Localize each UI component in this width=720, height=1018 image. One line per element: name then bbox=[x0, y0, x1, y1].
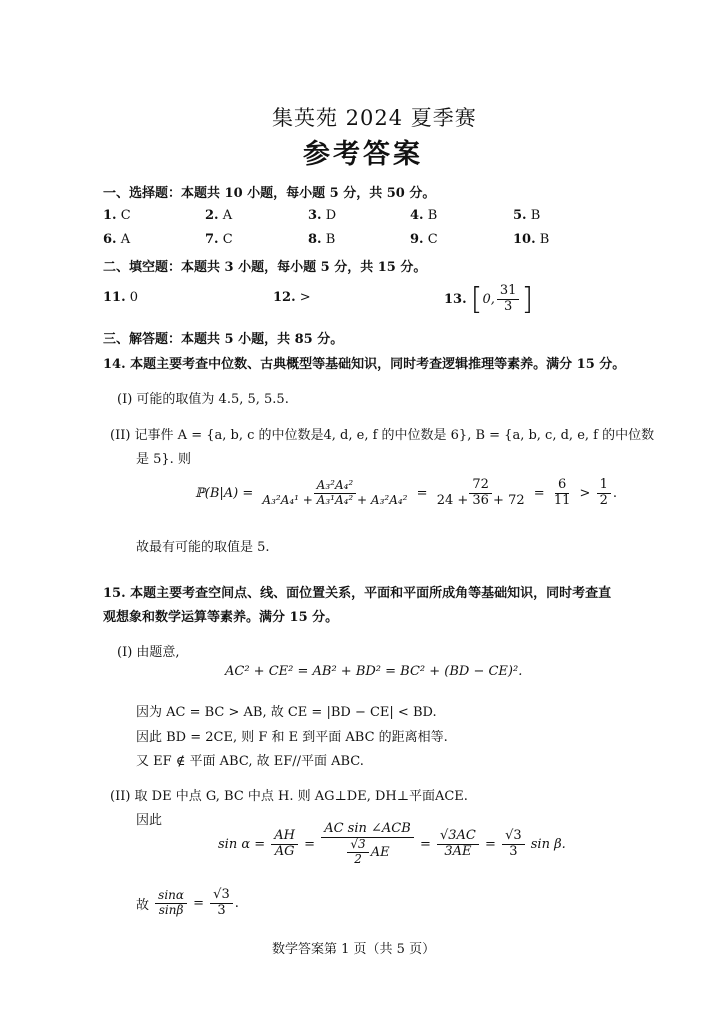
section1-heading: 一、选择题：本题共 10 小题，每小题 5 分，共 50 分。 bbox=[103, 186, 436, 201]
q15-part2-line1: (II) 取 DE 中点 G, BC 中点 H. 则 AG⊥DE, DH⊥平面ACE. bbox=[110, 789, 468, 804]
choice-answer-7: 7. C bbox=[205, 232, 233, 247]
q14-part2-line1: (II) 记事件 A = {a, b, c 的中位数是4, d, e, f 的中位数是 6}, B = {a, b, c, d, e, f 的中位数 bbox=[110, 428, 655, 443]
choice-answer-9: 9. C bbox=[410, 232, 438, 247]
q14-probability-formula: ℙ(B|A) = $\frac{\text{A₃²A₄²}}{\text{A₃²A₄¹ + A₃¹A₄² + A₃²A₄²}}$ = $\frac{72}{24 + 36 + 72}$ = $\frac{6}{11}$ > $\frac{1}{2}$ . bbox=[195, 477, 617, 508]
q15-part2-line2: 因此 bbox=[136, 813, 163, 828]
q15-part1-formula: AC² + CE² = AB² + BD² = BC² + (BD − CE)². bbox=[225, 664, 523, 679]
q15-part1-line2: 因为 AC = BC > AB, 故 CE = |BD − CE| < BD. bbox=[136, 705, 437, 720]
q15-heading-line1: 15. 本题主要考查空间点、线、面位置关系，平面和平面所成角等基础知识，同时考查直 bbox=[103, 586, 612, 601]
q15-part1-line4: 又 EF ∉ 平面 ABC, 故 EF//平面 ABC. bbox=[136, 754, 364, 769]
q14-heading: 14. 本题主要考查中位数、古典概型等基础知识，同时考查逻辑推理等素养。满分 15 分。 bbox=[103, 357, 626, 372]
q15-part1-line3: 因此 BD = 2CE, 则 F 和 E 到平面 ABC 的距离相等. bbox=[136, 730, 448, 745]
choice-answer-6: 6. A bbox=[103, 232, 131, 247]
page-subtitle: 参考答案 bbox=[303, 139, 423, 170]
section3-heading: 三、解答题：本题共 5 小题，共 85 分。 bbox=[103, 332, 344, 347]
fill-answer-13: 13. [0, $\frac{31}{3}$ ] bbox=[444, 282, 534, 317]
section2-heading: 二、填空题：本题共 3 小题，每小题 5 分，共 15 分。 bbox=[103, 260, 427, 275]
choice-answer-2: 2. A bbox=[205, 208, 233, 223]
choice-answer-8: 8. B bbox=[308, 232, 336, 247]
choice-answer-1: 1. C bbox=[103, 208, 131, 223]
fill-answer-11: 11. 0 bbox=[103, 290, 139, 305]
page-footer: 数学答案第 1 页（共 5 页） bbox=[272, 942, 436, 957]
q15-part1-intro: (I) 由题意, bbox=[117, 645, 180, 660]
page-title: 集英苑 2024 夏季赛 bbox=[272, 106, 477, 130]
q15-conclusion: 故 $\frac{\sin\alpha}{\sin\beta}$ = $\frac{√3}{3}$ . bbox=[136, 887, 239, 918]
choice-answer-10: 10. B bbox=[513, 232, 550, 247]
q14-conclusion: 故最有可能的取值是 5. bbox=[136, 540, 270, 555]
choice-answer-4: 4. B bbox=[410, 208, 438, 223]
fill-answer-12: 12. > bbox=[273, 290, 311, 305]
q15-sine-formula: sin α = $\frac{AH}{AG}$ = AC sin ∠ACB $\frac{√3}{2}$ AE = $\frac{√3AC}{3AE}$ = $\frac{√3}{3}$ sin β. bbox=[218, 821, 566, 866]
choice-answer-3: 3. D bbox=[308, 208, 337, 223]
q14-part1: (I) 可能的取值为 4.5, 5, 5.5. bbox=[117, 392, 289, 407]
choice-answer-5: 5. B bbox=[513, 208, 541, 223]
q15-heading-line2: 观想象和数学运算等素养。满分 15 分。 bbox=[103, 610, 339, 625]
q14-part2-line2: 是 5}. 则 bbox=[136, 452, 191, 467]
